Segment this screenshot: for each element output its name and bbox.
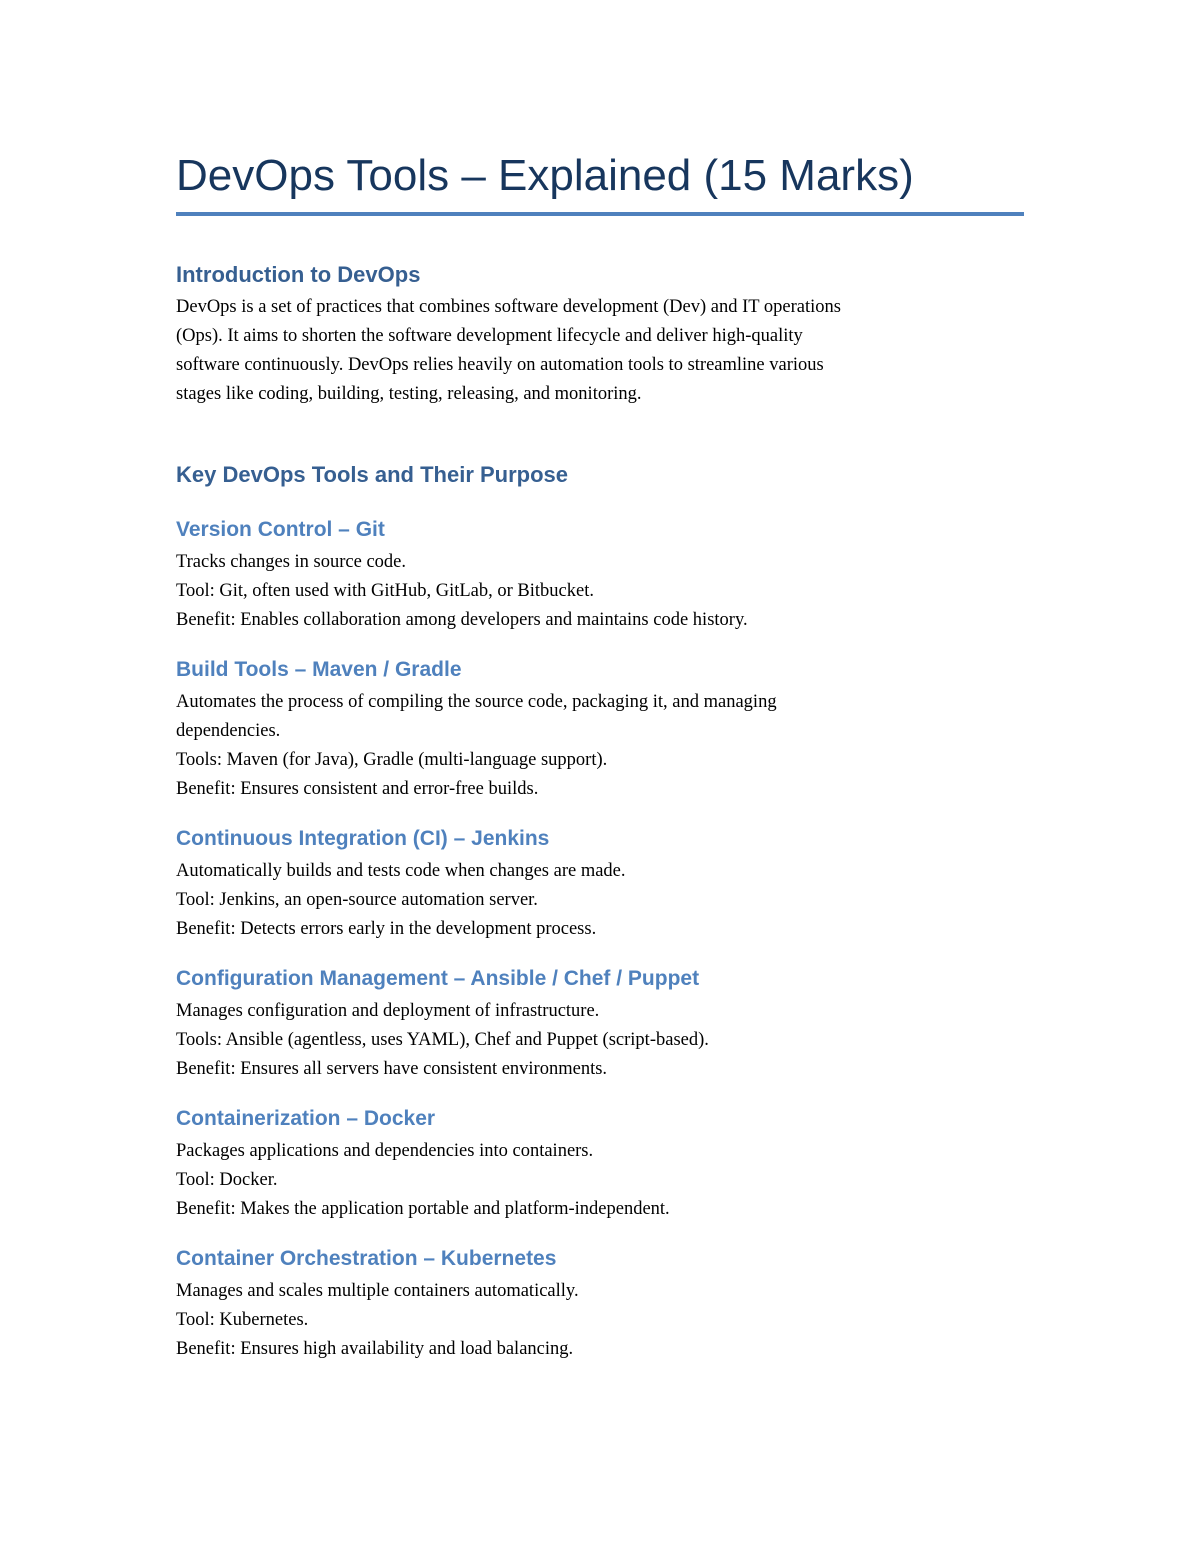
intro-paragraph: [176, 293, 1024, 409]
section-line: Tool: Docker.: [176, 1170, 278, 1190]
section-heading: Containerization – Docker: [176, 1107, 436, 1130]
section-line: dependencies.: [176, 721, 281, 741]
section-line: Automates the process of compiling the source code, packaging it, and managing: [176, 692, 777, 712]
section-line: Packages applications and dependencies into containers.: [176, 1141, 594, 1161]
section-line: Manages configuration and deployment of infrastructure.: [176, 1001, 600, 1021]
section-heading: Build Tools – Maven / Gradle: [176, 658, 462, 681]
section-line: Benefit: Ensures high availability and load balancing.: [176, 1339, 574, 1359]
intro-line: DevOps is a set of practices that combines software development (Dev) and IT operations: [176, 297, 841, 317]
section-line: Tools: Ansible (agentless, uses YAML), Chef and Puppet (script-based).: [176, 1030, 709, 1050]
document-title: DevOps Tools – Explained (15 Marks): [176, 151, 914, 200]
section-line: Manages and scales multiple containers automatically.: [176, 1281, 579, 1301]
section-line: Tool: Git, often used with GitHub, GitLab, or Bitbucket.: [176, 581, 594, 601]
section-heading: Version Control – Git: [176, 518, 385, 541]
intro-heading: Introduction to DevOps: [176, 262, 421, 287]
section-line: Benefit: Ensures consistent and error-free builds.: [176, 779, 539, 799]
section-heading: Continuous Integration (CI) – Jenkins: [176, 827, 550, 850]
title-underline: [176, 212, 1024, 216]
section-configuration-management: [176, 964, 1024, 1084]
section-continuous-integration: [176, 824, 1024, 944]
section-container-orchestration: [176, 1244, 1024, 1364]
section-line: Tool: Kubernetes.: [176, 1310, 309, 1330]
section-heading: Container Orchestration – Kubernetes: [176, 1247, 557, 1270]
intro-line: software continuously. DevOps relies heavily on automation tools to streamline various: [176, 355, 824, 375]
section-line: Benefit: Ensures all servers have consistent environments.: [176, 1059, 608, 1079]
intro-line: stages like coding, building, testing, releasing, and monitoring.: [176, 384, 642, 404]
section-heading: Configuration Management – Ansible / Chef / Puppet: [176, 967, 700, 990]
intro-line: (Ops). It aims to shorten the software development lifecycle and deliver high-quality: [176, 326, 803, 346]
section-build-tools: [176, 655, 1024, 804]
document-page: [176, 146, 1024, 1364]
section-line: Automatically builds and tests code when changes are made.: [176, 861, 626, 881]
section-line: Tracks changes in source code.: [176, 552, 406, 572]
section-line: Benefit: Detects errors early in the development process.: [176, 919, 597, 939]
section-line: Tool: Jenkins, an open-source automation server.: [176, 890, 538, 910]
section-line: Benefit: Enables collaboration among developers and maintains code history.: [176, 610, 748, 630]
section-line: Benefit: Makes the application portable and platform-independent.: [176, 1199, 670, 1219]
section-containerization: [176, 1104, 1024, 1224]
section-line: Tools: Maven (for Java), Gradle (multi-language support).: [176, 750, 608, 770]
key-tools-heading: Key DevOps Tools and Their Purpose: [176, 462, 569, 487]
section-version-control: [176, 515, 1024, 635]
